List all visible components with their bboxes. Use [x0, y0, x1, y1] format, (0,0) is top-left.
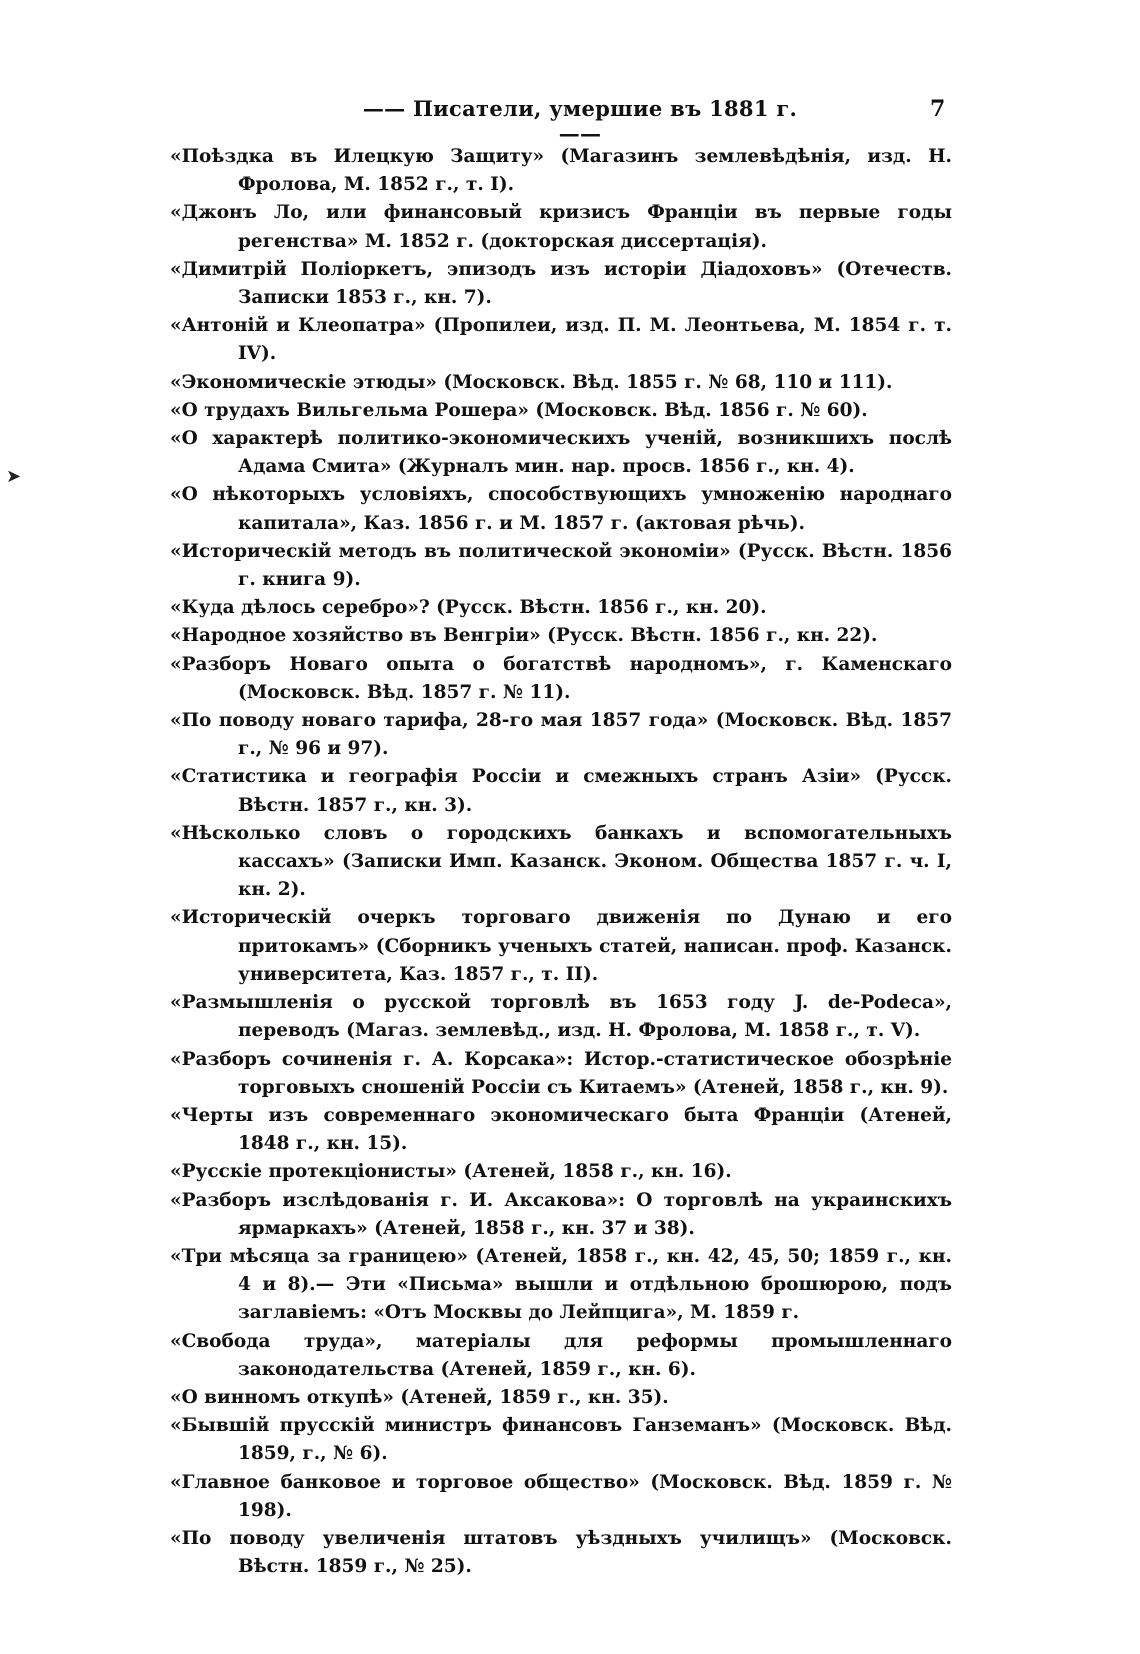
bibliography-entry: «Разборъ изслѣдованія г. И. Аксакова»: О торговлѣ на украинскихъ ярмаркахъ» (Атеней, 1858 г., кн. 37 и 38). — [170, 1189, 952, 1239]
bibliography-entry: «Экономическіе этюды» (Московск. Вѣд. 1855 г. № 68, 110 и 111). — [170, 371, 893, 393]
bibliography-entry: «Димитрій Поліоркетъ, эпизодъ изъ исторіи Діадоховъ» (Отечеств. Записки 1853 г., кн. 7). — [170, 258, 952, 309]
bibliography-entry: «Бывшій прусскій министръ финансовъ Ганземанъ» (Московск. Вѣд. 1859, г., № 6). — [170, 1415, 952, 1465]
bibliography-entry: «Свобода труда», матеріалы для реформы промышленнаго законодательства (Атеней, 1859 г., кн. 6). — [170, 1330, 952, 1380]
bibliography-entry: «Размышленія о русской торговлѣ въ 1653 году J. de-Podeca», переводъ (Магаз. землевѣд., изд. Н. Фролова, М. 1858 г., т. V). — [170, 992, 952, 1042]
bibliography-entry: «Историческій методъ въ политической экономіи» (Русск. Вѣстн. 1856 г. книга 9). — [170, 540, 952, 591]
bibliography-entry: «Поѣздка въ Илецкую Защиту» (Магазинъ землевѣдѣнія, изд. Н. Фролова, М. 1852 г., т. I). — [170, 146, 952, 196]
page-number: 7 — [930, 96, 946, 122]
bibliography-entry: «Нѣсколько словъ о городскихъ банкахъ и вспомогательныхъ кассахъ» (Записки Имп. Казанск. Эконом. Общества 1857 г. ч. I, кн. 2). — [170, 822, 952, 901]
bibliography-entry: «Русскіе протекціонисты» (Атеней, 1858 г., кн. 16). — [170, 1161, 732, 1183]
bibliography-entry: «Антоній и Клеопатра» (Пропилеи, изд. П. М. Леонтьева, М. 1854 г. т. IV). — [170, 315, 952, 365]
bibliography-entry: «О характерѣ политико-экономическихъ ученій, возникшихъ послѣ Адама Смита» (Журналъ мин. нар. просв. 1856 г., кн. 4). — [170, 428, 952, 478]
bibliography-entry: «Разборъ сочиненія г. А. Корсака»: Истор.-статистическое обозрѣніе торговыхъ сношеній Россіи съ Китаемъ» (Атеней, 1858 г., кн. 9). — [170, 1048, 952, 1098]
bibliography-entry: «Народное хозяйство въ Венгріи» (Русск. Вѣстн. 1856 г., кн. 22). — [170, 625, 878, 647]
bibliography-list — [170, 143, 952, 1581]
bibliography-entry: «Историческій очеркъ торговаго движенія по Дунаю и его притокамъ» (Сборникъ ученыхъ статей, написан. проф. Казанск. университета, Каз. 1857 г., т. II). — [170, 907, 952, 985]
bibliography-entry: «По поводу новаго тарифа, 28-го мая 1857 года» (Московск. Вѣд. 1857 г., № 96 и 97). — [170, 710, 952, 760]
bibliography-entry: «О трудахъ Вильгельма Рошера» (Московск. Вѣд. 1856 г. № 60). — [170, 399, 868, 421]
bibliography-entry: «По поводу увеличенія штатовъ уѣздныхъ училищъ» (Московск. Вѣстн. 1859 г., № 25). — [170, 1527, 952, 1578]
bibliography-entry: «Куда дѣлось серебро»? (Русск. Вѣстн. 1856 г., кн. 20). — [170, 597, 767, 619]
bibliography-entry: «Джонъ Ло, или финансовый кризисъ Франціи въ первые годы регенства» М. 1852 г. (докторская диссертація). — [170, 202, 952, 252]
bibliography-entry: «Разборъ Новаго опыта о богатствѣ народномъ», г. Каменскаго (Московск. Вѣд. 1857 г. № 11). — [170, 653, 952, 703]
bibliography-entry: «Черты изъ современнаго экономическаго быта Франціи (Атеней, 1848 г., кн. 15). — [170, 1104, 952, 1155]
margin-mark-icon: ➤ — [6, 466, 22, 487]
bibliography-entry: «Три мѣсяца за границею» (Атеней, 1858 г., кн. 42, 45, 50; 1859 г., кн. 4 и 8).— Эти «Письма» вышли и отдѣльною брошюрою, подъ заглавіемъ: «Отъ Москвы до Лейпцига», М. 1859 г. — [170, 1245, 952, 1324]
running-title: —— Писатели, умершие въ 1881 г. —— — [362, 96, 798, 146]
bibliography-entry: «Статистика и географія Россіи и смежныхъ странъ Азіи» (Русск. Вѣстн. 1857 г., кн. 3). — [170, 766, 952, 816]
bibliography-entry: «О нѣкоторыхъ условіяхъ, способствующихъ умноженію народнаго капитала», Каз. 1856 г. и М. 1857 г. (актовая рѣчь). — [170, 484, 952, 534]
page-header — [0, 96, 1140, 146]
bibliography-entry: «О винномъ откупѣ» (Атеней, 1859 г., кн. 35). — [170, 1386, 669, 1408]
bibliography-entry: «Главное банковое и торговое общество» (Московск. Вѣд. 1859 г. № 198). — [170, 1471, 952, 1521]
